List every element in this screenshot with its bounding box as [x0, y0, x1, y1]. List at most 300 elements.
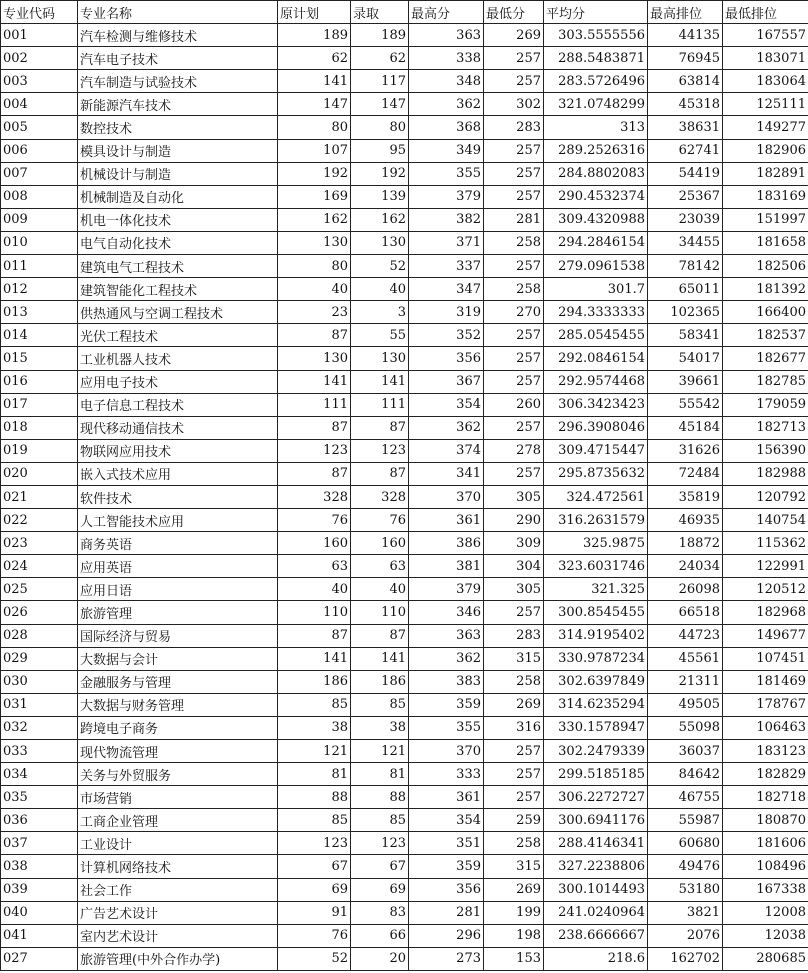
cell-min-rank: 107451 [723, 647, 808, 670]
header-code: 专业代码 [1, 1, 78, 24]
cell-max-rank: 54017 [648, 347, 723, 370]
cell-admitted: 130 [351, 231, 409, 254]
cell-admitted: 123 [351, 832, 409, 855]
header-max-rank: 最高排位 [648, 1, 723, 24]
cell-avg-score: 306.2272727 [544, 786, 648, 809]
cell-min-score: 290 [484, 509, 544, 532]
header-min-rank: 最低排位 [723, 1, 808, 24]
cell-min-score: 270 [484, 301, 544, 324]
cell-max-rank: 44135 [648, 24, 723, 47]
cell-max-score: 351 [409, 832, 484, 855]
cell-min-rank: 182906 [723, 139, 808, 162]
cell-admitted: 83 [351, 901, 409, 924]
cell-name: 工商企业管理 [78, 809, 278, 832]
cell-avg-score: 301.7 [544, 278, 648, 301]
cell-plan: 130 [278, 347, 351, 370]
cell-code: 017 [1, 393, 78, 416]
cell-max-rank: 63814 [648, 70, 723, 93]
cell-max-rank: 65011 [648, 278, 723, 301]
cell-min-rank: 125111 [723, 93, 808, 116]
cell-max-score: 362 [409, 93, 484, 116]
table-body [1, 24, 808, 971]
cell-code: 006 [1, 139, 78, 162]
cell-min-rank: 179059 [723, 393, 808, 416]
cell-admitted: 55 [351, 324, 409, 347]
cell-admitted: 88 [351, 786, 409, 809]
cell-min-rank: 122991 [723, 555, 808, 578]
cell-code: 012 [1, 278, 78, 301]
cell-admitted: 62 [351, 47, 409, 70]
cell-name: 应用日语 [78, 578, 278, 601]
cell-max-score: 363 [409, 24, 484, 47]
cell-avg-score: 289.2526316 [544, 139, 648, 162]
cell-name: 汽车制造与试验技术 [78, 70, 278, 93]
cell-max-rank: 58341 [648, 324, 723, 347]
cell-code: 039 [1, 878, 78, 901]
table-row [1, 716, 808, 739]
cell-avg-score: 300.8545455 [544, 601, 648, 624]
cell-min-rank: 183064 [723, 70, 808, 93]
cell-avg-score: 288.4146341 [544, 832, 648, 855]
cell-min-rank: 182718 [723, 786, 808, 809]
cell-admitted: 66 [351, 924, 409, 947]
cell-max-rank: 66518 [648, 601, 723, 624]
cell-avg-score: 321.0748299 [544, 93, 648, 116]
cell-avg-score: 299.5185185 [544, 763, 648, 786]
cell-admitted: 63 [351, 555, 409, 578]
cell-name: 广告艺术设计 [78, 901, 278, 924]
cell-code: 023 [1, 532, 78, 555]
cell-min-rank: 12008 [723, 901, 808, 924]
cell-plan: 160 [278, 532, 351, 555]
cell-code: 001 [1, 24, 78, 47]
table-row [1, 416, 808, 439]
cell-min-score: 199 [484, 901, 544, 924]
cell-max-rank: 2076 [648, 924, 723, 947]
cell-max-rank: 45318 [648, 93, 723, 116]
cell-min-score: 281 [484, 208, 544, 231]
cell-min-score: 258 [484, 278, 544, 301]
cell-max-rank: 162702 [648, 947, 723, 970]
cell-code: 041 [1, 924, 78, 947]
cell-code: 040 [1, 901, 78, 924]
cell-plan: 80 [278, 255, 351, 278]
cell-admitted: 40 [351, 578, 409, 601]
cell-min-rank: 182537 [723, 324, 808, 347]
cell-admitted: 141 [351, 647, 409, 670]
header-name: 专业名称 [78, 1, 278, 24]
table-row [1, 601, 808, 624]
cell-code: 015 [1, 347, 78, 370]
cell-max-score: 281 [409, 901, 484, 924]
cell-admitted: 162 [351, 208, 409, 231]
cell-admitted: 67 [351, 855, 409, 878]
cell-code: 014 [1, 324, 78, 347]
cell-min-rank: 106463 [723, 716, 808, 739]
cell-code: 029 [1, 647, 78, 670]
cell-min-rank: 181606 [723, 832, 808, 855]
cell-min-rank: 149277 [723, 116, 808, 139]
cell-max-score: 382 [409, 208, 484, 231]
cell-max-score: 346 [409, 601, 484, 624]
cell-admitted: 20 [351, 947, 409, 970]
cell-min-rank: 182829 [723, 763, 808, 786]
cell-max-rank: 84642 [648, 763, 723, 786]
cell-min-score: 309 [484, 532, 544, 555]
cell-plan: 63 [278, 555, 351, 578]
cell-min-score: 153 [484, 947, 544, 970]
cell-name: 旅游管理 [78, 601, 278, 624]
cell-plan: 76 [278, 509, 351, 532]
cell-avg-score: 238.6666667 [544, 924, 648, 947]
cell-avg-score: 295.8735632 [544, 462, 648, 485]
cell-min-score: 258 [484, 670, 544, 693]
cell-min-score: 258 [484, 832, 544, 855]
cell-max-rank: 18872 [648, 532, 723, 555]
cell-name: 软件技术 [78, 485, 278, 508]
cell-min-rank: 182506 [723, 255, 808, 278]
cell-max-score: 356 [409, 347, 484, 370]
cell-max-rank: 46935 [648, 509, 723, 532]
table-row [1, 439, 808, 462]
cell-max-score: 356 [409, 878, 484, 901]
table-row [1, 255, 808, 278]
cell-code: 005 [1, 116, 78, 139]
table-row [1, 185, 808, 208]
cell-min-rank: 182891 [723, 162, 808, 185]
cell-admitted: 186 [351, 670, 409, 693]
table-row [1, 855, 808, 878]
cell-avg-score: 325.9875 [544, 532, 648, 555]
cell-min-rank: 182968 [723, 601, 808, 624]
cell-admitted: 160 [351, 532, 409, 555]
cell-admitted: 87 [351, 416, 409, 439]
cell-min-score: 257 [484, 740, 544, 763]
cell-min-score: 257 [484, 185, 544, 208]
table-row [1, 786, 808, 809]
cell-code: 010 [1, 231, 78, 254]
cell-min-rank: 167338 [723, 878, 808, 901]
cell-max-rank: 45561 [648, 647, 723, 670]
cell-name: 工业设计 [78, 832, 278, 855]
table-row [1, 70, 808, 93]
cell-name: 大数据与财务管理 [78, 693, 278, 716]
table-row [1, 231, 808, 254]
table-row [1, 532, 808, 555]
cell-avg-score: 313 [544, 116, 648, 139]
cell-name: 数控技术 [78, 116, 278, 139]
cell-code: 013 [1, 301, 78, 324]
cell-admitted: 40 [351, 278, 409, 301]
cell-min-rank: 140754 [723, 509, 808, 532]
cell-code: 011 [1, 255, 78, 278]
cell-code: 038 [1, 855, 78, 878]
cell-admitted: 76 [351, 509, 409, 532]
table-row [1, 670, 808, 693]
cell-admitted: 110 [351, 601, 409, 624]
cell-min-score: 257 [484, 47, 544, 70]
cell-admitted: 81 [351, 763, 409, 786]
cell-max-score: 361 [409, 509, 484, 532]
cell-min-rank: 182785 [723, 370, 808, 393]
cell-avg-score: 314.9195402 [544, 624, 648, 647]
cell-plan: 192 [278, 162, 351, 185]
cell-avg-score: 323.6031746 [544, 555, 648, 578]
table-row [1, 139, 808, 162]
header-max-score: 最高分 [409, 1, 484, 24]
table-row [1, 832, 808, 855]
cell-max-score: 368 [409, 116, 484, 139]
cell-avg-score: 218.6 [544, 947, 648, 970]
cell-min-score: 269 [484, 693, 544, 716]
cell-code: 027 [1, 947, 78, 970]
table-row [1, 347, 808, 370]
cell-max-rank: 62741 [648, 139, 723, 162]
cell-max-rank: 21311 [648, 670, 723, 693]
cell-plan: 141 [278, 70, 351, 93]
cell-admitted: 87 [351, 462, 409, 485]
cell-admitted: 130 [351, 347, 409, 370]
table-row [1, 208, 808, 231]
cell-min-score: 260 [484, 393, 544, 416]
cell-min-rank: 115362 [723, 532, 808, 555]
cell-code: 032 [1, 716, 78, 739]
cell-name: 建筑智能化工程技术 [78, 278, 278, 301]
cell-avg-score: 290.4532374 [544, 185, 648, 208]
cell-max-score: 359 [409, 693, 484, 716]
cell-plan: 67 [278, 855, 351, 878]
cell-plan: 123 [278, 832, 351, 855]
header-row [1, 1, 808, 24]
cell-plan: 91 [278, 901, 351, 924]
cell-max-rank: 26098 [648, 578, 723, 601]
cell-min-rank: 178767 [723, 693, 808, 716]
cell-name: 现代物流管理 [78, 740, 278, 763]
cell-min-score: 257 [484, 786, 544, 809]
cell-code: 016 [1, 370, 78, 393]
table-row [1, 509, 808, 532]
cell-min-score: 257 [484, 370, 544, 393]
cell-avg-score: 327.2238806 [544, 855, 648, 878]
cell-max-rank: 45184 [648, 416, 723, 439]
cell-plan: 111 [278, 393, 351, 416]
table-row [1, 301, 808, 324]
cell-name: 旅游管理(中外合作办学) [78, 947, 278, 970]
cell-min-rank: 151997 [723, 208, 808, 231]
cell-name: 应用英语 [78, 555, 278, 578]
cell-min-rank: 181658 [723, 231, 808, 254]
cell-avg-score: 303.5555556 [544, 24, 648, 47]
cell-min-score: 315 [484, 647, 544, 670]
cell-max-rank: 54419 [648, 162, 723, 185]
cell-admitted: 85 [351, 693, 409, 716]
cell-admitted: 80 [351, 116, 409, 139]
cell-plan: 52 [278, 947, 351, 970]
cell-code: 002 [1, 47, 78, 70]
cell-plan: 87 [278, 416, 351, 439]
cell-max-rank: 31626 [648, 439, 723, 462]
cell-code: 033 [1, 740, 78, 763]
cell-min-rank: 149677 [723, 624, 808, 647]
cell-plan: 121 [278, 740, 351, 763]
table-row [1, 924, 808, 947]
table-row [1, 763, 808, 786]
cell-name: 计算机网络技术 [78, 855, 278, 878]
table-row [1, 878, 808, 901]
cell-max-score: 371 [409, 231, 484, 254]
cell-min-score: 257 [484, 462, 544, 485]
cell-max-rank: 46755 [648, 786, 723, 809]
cell-max-score: 354 [409, 809, 484, 832]
cell-min-rank: 182713 [723, 416, 808, 439]
cell-name: 新能源汽车技术 [78, 93, 278, 116]
cell-avg-score: 330.9787234 [544, 647, 648, 670]
cell-max-rank: 36037 [648, 740, 723, 763]
cell-code: 026 [1, 601, 78, 624]
cell-min-rank: 108496 [723, 855, 808, 878]
cell-min-rank: 120792 [723, 485, 808, 508]
cell-code: 003 [1, 70, 78, 93]
cell-name: 现代移动通信技术 [78, 416, 278, 439]
cell-min-rank: 166400 [723, 301, 808, 324]
cell-name: 关务与外贸服务 [78, 763, 278, 786]
cell-plan: 186 [278, 670, 351, 693]
cell-max-score: 333 [409, 763, 484, 786]
cell-admitted: 52 [351, 255, 409, 278]
cell-plan: 107 [278, 139, 351, 162]
cell-code: 020 [1, 462, 78, 485]
cell-name: 商务英语 [78, 532, 278, 555]
cell-plan: 81 [278, 763, 351, 786]
cell-admitted: 117 [351, 70, 409, 93]
cell-min-score: 257 [484, 601, 544, 624]
cell-min-score: 269 [484, 878, 544, 901]
cell-max-rank: 53180 [648, 878, 723, 901]
cell-max-score: 348 [409, 70, 484, 93]
cell-avg-score: 285.0545455 [544, 324, 648, 347]
cell-min-rank: 183169 [723, 185, 808, 208]
cell-name: 电气自动化技术 [78, 231, 278, 254]
cell-max-score: 355 [409, 162, 484, 185]
table-row [1, 624, 808, 647]
cell-code: 007 [1, 162, 78, 185]
cell-code: 036 [1, 809, 78, 832]
cell-name: 工业机器人技术 [78, 347, 278, 370]
cell-max-rank: 55542 [648, 393, 723, 416]
cell-min-score: 257 [484, 416, 544, 439]
cell-avg-score: 302.2479339 [544, 740, 648, 763]
cell-max-rank: 24034 [648, 555, 723, 578]
header-plan: 原计划 [278, 1, 351, 24]
cell-name: 光伏工程技术 [78, 324, 278, 347]
cell-max-score: 370 [409, 740, 484, 763]
cell-min-score: 278 [484, 439, 544, 462]
cell-admitted: 3 [351, 301, 409, 324]
header-avg-score: 平均分 [544, 1, 648, 24]
cell-plan: 147 [278, 93, 351, 116]
cell-avg-score: 316.2631579 [544, 509, 648, 532]
cell-admitted: 38 [351, 716, 409, 739]
cell-code: 018 [1, 416, 78, 439]
cell-name: 电子信息工程技术 [78, 393, 278, 416]
cell-max-rank: 3821 [648, 901, 723, 924]
cell-max-score: 354 [409, 393, 484, 416]
cell-admitted: 328 [351, 485, 409, 508]
cell-plan: 87 [278, 324, 351, 347]
cell-max-rank: 55987 [648, 809, 723, 832]
cell-admitted: 147 [351, 93, 409, 116]
cell-max-rank: 102365 [648, 301, 723, 324]
cell-min-score: 257 [484, 70, 544, 93]
cell-admitted: 139 [351, 185, 409, 208]
cell-max-score: 337 [409, 255, 484, 278]
cell-name: 社会工作 [78, 878, 278, 901]
cell-min-rank: 181392 [723, 278, 808, 301]
cell-code: 008 [1, 185, 78, 208]
cell-name: 应用电子技术 [78, 370, 278, 393]
table-row [1, 393, 808, 416]
table-row [1, 947, 808, 970]
cell-max-score: 352 [409, 324, 484, 347]
cell-min-score: 259 [484, 809, 544, 832]
table-row [1, 162, 808, 185]
cell-min-score: 258 [484, 231, 544, 254]
cell-name: 机电一体化技术 [78, 208, 278, 231]
cell-min-rank: 120512 [723, 578, 808, 601]
table-row [1, 740, 808, 763]
cell-name: 嵌入式技术应用 [78, 462, 278, 485]
cell-avg-score: 330.1578947 [544, 716, 648, 739]
cell-max-rank: 38631 [648, 116, 723, 139]
cell-max-rank: 60680 [648, 832, 723, 855]
cell-avg-score: 294.3333333 [544, 301, 648, 324]
cell-name: 机械设计与制造 [78, 162, 278, 185]
cell-admitted: 189 [351, 24, 409, 47]
cell-code: 034 [1, 763, 78, 786]
table-row [1, 809, 808, 832]
cell-admitted: 141 [351, 370, 409, 393]
header-admitted: 录取 [351, 1, 409, 24]
cell-name: 国际经济与贸易 [78, 624, 278, 647]
cell-admitted: 123 [351, 439, 409, 462]
cell-min-score: 257 [484, 763, 544, 786]
cell-avg-score: 302.6397849 [544, 670, 648, 693]
cell-max-score: 386 [409, 532, 484, 555]
cell-plan: 87 [278, 624, 351, 647]
cell-max-rank: 49476 [648, 855, 723, 878]
cell-admitted: 95 [351, 139, 409, 162]
table-row [1, 555, 808, 578]
cell-min-rank: 182677 [723, 347, 808, 370]
cell-min-rank: 183123 [723, 740, 808, 763]
table-row [1, 370, 808, 393]
cell-max-score: 374 [409, 439, 484, 462]
cell-min-score: 302 [484, 93, 544, 116]
table-row [1, 693, 808, 716]
cell-min-score: 305 [484, 485, 544, 508]
cell-min-score: 304 [484, 555, 544, 578]
cell-min-score: 257 [484, 347, 544, 370]
cell-max-rank: 78142 [648, 255, 723, 278]
cell-admitted: 121 [351, 740, 409, 763]
cell-name: 供热通风与空调工程技术 [78, 301, 278, 324]
cell-code: 009 [1, 208, 78, 231]
cell-avg-score: 300.1014493 [544, 878, 648, 901]
table-row [1, 47, 808, 70]
cell-plan: 130 [278, 231, 351, 254]
cell-min-score: 198 [484, 924, 544, 947]
cell-max-score: 347 [409, 278, 484, 301]
